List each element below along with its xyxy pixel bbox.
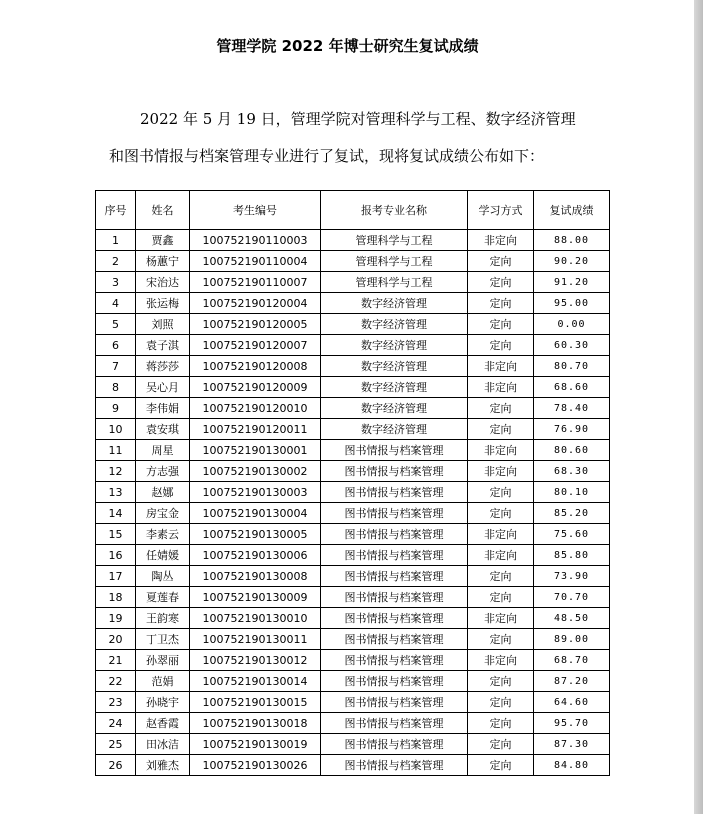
score-cell: 95.00 [534,293,610,314]
seq-cell: 22 [96,671,136,692]
study-mode-cell: 非定向 [468,230,534,251]
table-row [96,503,610,524]
study-mode-cell: 定向 [468,335,534,356]
exam-id-cell: 100752190120010 [190,398,321,419]
name-cell: 夏莲春 [136,587,190,608]
table-row [96,335,610,356]
table-row [96,650,610,671]
name-cell: 蒋莎莎 [136,356,190,377]
study-mode-cell: 定向 [468,419,534,440]
exam-id-cell: 100752190130026 [190,755,321,776]
seq-cell: 18 [96,587,136,608]
seq-cell: 19 [96,608,136,629]
seq-cell: 6 [96,335,136,356]
seq-cell: 15 [96,524,136,545]
major-cell: 数字经济管理 [321,335,468,356]
name-cell: 刘雅杰 [136,755,190,776]
score-cell: 85.20 [534,503,610,524]
intro-line-2: 和图书情报与档案管理专业进行了复试，现将复试成绩公布如下： [109,147,545,165]
name-cell: 吴心月 [136,377,190,398]
major-cell: 图书情报与档案管理 [321,755,468,776]
seq-cell: 1 [96,230,136,251]
score-cell: 78.40 [534,398,610,419]
name-cell: 房宝金 [136,503,190,524]
study-mode-cell: 定向 [468,692,534,713]
score-cell: 89.00 [534,629,610,650]
exam-id-cell: 100752190120011 [190,419,321,440]
exam-id-cell: 100752190130006 [190,545,321,566]
score-cell: 80.70 [534,356,610,377]
table-row [96,608,610,629]
table-row [96,692,610,713]
exam-id-cell: 100752190130008 [190,566,321,587]
header-score: 复试成绩 [534,191,610,230]
study-mode-cell: 非定向 [468,440,534,461]
major-cell: 图书情报与档案管理 [321,692,468,713]
study-mode-cell: 定向 [468,398,534,419]
name-cell: 范娟 [136,671,190,692]
major-cell: 数字经济管理 [321,377,468,398]
score-cell: 70.70 [534,587,610,608]
study-mode-cell: 非定向 [468,524,534,545]
major-cell: 图书情报与档案管理 [321,461,468,482]
seq-cell: 3 [96,272,136,293]
exam-id-cell: 100752190120008 [190,356,321,377]
study-mode-cell: 定向 [468,734,534,755]
score-cell: 60.30 [534,335,610,356]
study-mode-cell: 非定向 [468,650,534,671]
name-cell: 贾鑫 [136,230,190,251]
study-mode-cell: 定向 [468,671,534,692]
name-cell: 田冰洁 [136,734,190,755]
table-row [96,293,610,314]
exam-id-cell: 100752190110004 [190,251,321,272]
name-cell: 袁子淇 [136,335,190,356]
exam-id-cell: 100752190130002 [190,461,321,482]
header-name: 姓名 [136,191,190,230]
name-cell: 宋治达 [136,272,190,293]
exam-id-cell: 100752190110003 [190,230,321,251]
major-cell: 图书情报与档案管理 [321,608,468,629]
name-cell: 李伟娟 [136,398,190,419]
score-cell: 87.30 [534,734,610,755]
score-cell: 84.80 [534,755,610,776]
seq-cell: 20 [96,629,136,650]
seq-cell: 11 [96,440,136,461]
study-mode-cell: 非定向 [468,461,534,482]
study-mode-cell: 非定向 [468,545,534,566]
score-cell: 80.60 [534,440,610,461]
exam-id-cell: 100752190120007 [190,335,321,356]
seq-cell: 8 [96,377,136,398]
name-cell: 任婧媛 [136,545,190,566]
seq-cell: 21 [96,650,136,671]
exam-id-cell: 100752190130011 [190,629,321,650]
study-mode-cell: 非定向 [468,608,534,629]
score-cell: 80.10 [534,482,610,503]
score-cell: 68.70 [534,650,610,671]
score-cell: 68.60 [534,377,610,398]
study-mode-cell: 定向 [468,272,534,293]
name-cell: 方志强 [136,461,190,482]
major-cell: 数字经济管理 [321,314,468,335]
seq-cell: 23 [96,692,136,713]
table-body [96,230,610,776]
seq-cell: 4 [96,293,136,314]
study-mode-cell: 定向 [468,755,534,776]
seq-cell: 14 [96,503,136,524]
table-row [96,440,610,461]
table-header-row [96,191,610,230]
seq-cell: 12 [96,461,136,482]
major-cell: 图书情报与档案管理 [321,503,468,524]
table-row [96,713,610,734]
study-mode-cell: 定向 [468,587,534,608]
score-cell: 90.20 [534,251,610,272]
name-cell: 丁卫杰 [136,629,190,650]
table-row [96,251,610,272]
name-cell: 赵娜 [136,482,190,503]
study-mode-cell: 定向 [468,251,534,272]
seq-cell: 26 [96,755,136,776]
exam-id-cell: 100752190120004 [190,293,321,314]
name-cell: 刘照 [136,314,190,335]
study-mode-cell: 定向 [468,503,534,524]
name-cell: 孙翠丽 [136,650,190,671]
scores-table [95,190,610,776]
header-seq: 序号 [96,191,136,230]
study-mode-cell: 定向 [468,713,534,734]
table-row [96,671,610,692]
major-cell: 图书情报与档案管理 [321,671,468,692]
table-row [96,755,610,776]
major-cell: 图书情报与档案管理 [321,587,468,608]
header-exam-id: 考生编号 [190,191,321,230]
study-mode-cell: 定向 [468,482,534,503]
exam-id-cell: 100752190130009 [190,587,321,608]
name-cell: 孙晓宇 [136,692,190,713]
exam-id-cell: 100752190120009 [190,377,321,398]
score-cell: 73.90 [534,566,610,587]
table-row [96,230,610,251]
table-row [96,566,610,587]
seq-cell: 16 [96,545,136,566]
table-row [96,377,610,398]
intro-line-1: 2022 年 5 月 19 日，管理学院对管理科学与工程、数字经济管理 [140,110,576,128]
exam-id-cell: 100752190130019 [190,734,321,755]
header-major: 报考专业名称 [321,191,468,230]
major-cell: 管理科学与工程 [321,230,468,251]
score-cell: 0.00 [534,314,610,335]
score-cell: 88.00 [534,230,610,251]
document-title: 管理学院 2022 年博士研究生复试成绩 [216,37,479,55]
major-cell: 图书情报与档案管理 [321,440,468,461]
seq-cell: 2 [96,251,136,272]
major-cell: 图书情报与档案管理 [321,482,468,503]
exam-id-cell: 100752190130004 [190,503,321,524]
table-row [96,524,610,545]
table-row [96,734,610,755]
major-cell: 图书情报与档案管理 [321,650,468,671]
major-cell: 图书情报与档案管理 [321,734,468,755]
score-cell: 76.90 [534,419,610,440]
exam-id-cell: 100752190120005 [190,314,321,335]
score-cell: 75.60 [534,524,610,545]
table-row [96,482,610,503]
major-cell: 数字经济管理 [321,419,468,440]
exam-id-cell: 100752190130014 [190,671,321,692]
seq-cell: 17 [96,566,136,587]
study-mode-cell: 定向 [468,293,534,314]
name-cell: 袁安琪 [136,419,190,440]
score-cell: 91.20 [534,272,610,293]
table-row [96,356,610,377]
major-cell: 数字经济管理 [321,356,468,377]
major-cell: 图书情报与档案管理 [321,545,468,566]
exam-id-cell: 100752190130001 [190,440,321,461]
table-row [96,587,610,608]
seq-cell: 7 [96,356,136,377]
major-cell: 图书情报与档案管理 [321,713,468,734]
name-cell: 王韵寒 [136,608,190,629]
score-cell: 87.20 [534,671,610,692]
score-cell: 85.80 [534,545,610,566]
major-cell: 数字经济管理 [321,398,468,419]
exam-id-cell: 100752190130015 [190,692,321,713]
table-row [96,419,610,440]
seq-cell: 25 [96,734,136,755]
study-mode-cell: 非定向 [468,377,534,398]
exam-id-cell: 100752190110007 [190,272,321,293]
study-mode-cell: 定向 [468,314,534,335]
major-cell: 管理科学与工程 [321,251,468,272]
study-mode-cell: 定向 [468,629,534,650]
table-row [96,272,610,293]
name-cell: 杨蕙宁 [136,251,190,272]
major-cell: 数字经济管理 [321,293,468,314]
name-cell: 赵香霞 [136,713,190,734]
seq-cell: 9 [96,398,136,419]
seq-cell: 13 [96,482,136,503]
table-row [96,398,610,419]
exam-id-cell: 100752190130012 [190,650,321,671]
score-cell: 68.30 [534,461,610,482]
exam-id-cell: 100752190130003 [190,482,321,503]
table-row [96,461,610,482]
name-cell: 张运梅 [136,293,190,314]
name-cell: 李素云 [136,524,190,545]
exam-id-cell: 100752190130018 [190,713,321,734]
major-cell: 图书情报与档案管理 [321,629,468,650]
exam-id-cell: 100752190130010 [190,608,321,629]
seq-cell: 24 [96,713,136,734]
table-row [96,314,610,335]
score-cell: 95.70 [534,713,610,734]
study-mode-cell: 定向 [468,566,534,587]
header-study-mode: 学习方式 [468,191,534,230]
table-row [96,545,610,566]
major-cell: 图书情报与档案管理 [321,566,468,587]
study-mode-cell: 非定向 [468,356,534,377]
table-row [96,629,610,650]
major-cell: 管理科学与工程 [321,272,468,293]
exam-id-cell: 100752190130005 [190,524,321,545]
score-cell: 48.50 [534,608,610,629]
seq-cell: 5 [96,314,136,335]
name-cell: 周星 [136,440,190,461]
seq-cell: 10 [96,419,136,440]
name-cell: 陶丛 [136,566,190,587]
page-edge-shadow [694,0,703,814]
score-cell: 64.60 [534,692,610,713]
major-cell: 图书情报与档案管理 [321,524,468,545]
